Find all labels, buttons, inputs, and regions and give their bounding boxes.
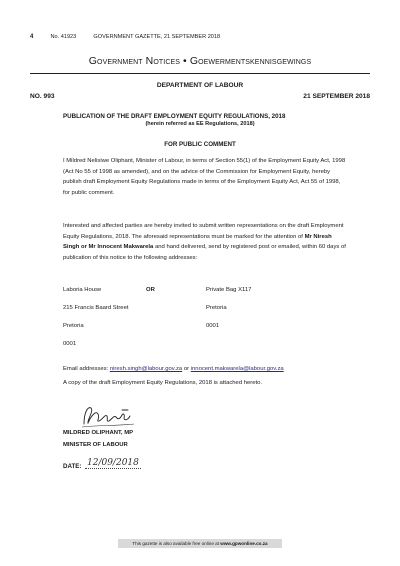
address-left-line-2: 215 Francis Baard Street (63, 305, 129, 311)
gazette-header (30, 34, 220, 40)
for-public-comment: FOR PUBLIC COMMENT (164, 141, 236, 148)
issue-number: No. 41923 (50, 34, 77, 40)
email-link-makwarela[interactable]: innocent.makwarela@labour.gov.za (190, 366, 284, 372)
notice-number: NO. 993 (30, 93, 55, 100)
paragraph-publication: I Mildred Nelisiwe Oliphant, Minister of Labour, in terms of Section 55(1) of the Employment Equity Act, 1998 (Act No 55 of 1998 as amended), and on the advice of the Commission for Employment Equity, hereby publish draft Employment Equity Regulations made in terms of the Employment Equity Act, Act 55 of 1998, for public comment. (63, 158, 346, 196)
handwritten-date: 12/09/2018 (87, 458, 139, 468)
address-right-line-3: 0001 (206, 323, 220, 329)
paragraph-representations-start: Interested and affected parties are hereby invited to submit written representations on the draft Employment Equity Regulations, 2018. The aforesaid representations must be marked for the attention of (63, 223, 344, 240)
email-joiner: or (182, 366, 191, 372)
footer-banner (118, 539, 282, 548)
footer-url-link[interactable]: www.gpwonline.co.za (220, 541, 268, 546)
handwritten-signature (78, 402, 138, 430)
gazette-line: GOVERNMENT GAZETTE, 21 SEPTEMBER 2018 (93, 34, 221, 40)
footer-text: This gazette is also available free online at (132, 541, 221, 546)
copy-note: A copy of the draft Employment Equity Regulations, 2018 is attached hereto. (63, 380, 263, 386)
publication-title: PUBLICATION OF THE DRAFT EMPLOYMENT EQUITY REGULATIONS, 2018 (63, 113, 286, 120)
paragraph-representations-end: and hand delivered, send by registered post or emailed, within 60 days of publication of this notice to the following addresses: (63, 244, 346, 261)
publication-subtitle: (herein referred as EE Regulations, 2018) (145, 121, 255, 127)
page-number: 4 (30, 34, 34, 40)
email-addresses (63, 366, 284, 372)
signatory-name: MILDRED OLIPHANT, MP (63, 430, 134, 436)
address-right-line-1: Private Bag X117 (206, 287, 252, 293)
email-label: Email addresses: (63, 366, 110, 372)
address-left-line-4: 0001 (63, 341, 77, 347)
department-heading: DEPARTMENT OF LABOUR (156, 82, 244, 89)
notice-date: 21 SEPTEMBER 2018 (303, 93, 370, 100)
contact-names: Mr Niresh Singh or Mr Innocent Makwarela (63, 233, 332, 250)
address-left-line-1: Laboria House (63, 287, 102, 293)
signatory-title: MINISTER OF LABOUR (63, 442, 128, 448)
address-right-line-2: Pretoria (206, 305, 227, 311)
address-separator: OR (146, 287, 155, 293)
email-link-singh[interactable]: niresh.singh@labour.gov.za (109, 366, 183, 372)
paragraph-representations (63, 221, 348, 263)
header-divider (30, 73, 370, 74)
date-label: DATE: (63, 463, 82, 470)
notices-title: Government Notices • Goewermentskennisgewings (88, 55, 312, 67)
address-left-line-3: Pretoria (63, 323, 84, 329)
